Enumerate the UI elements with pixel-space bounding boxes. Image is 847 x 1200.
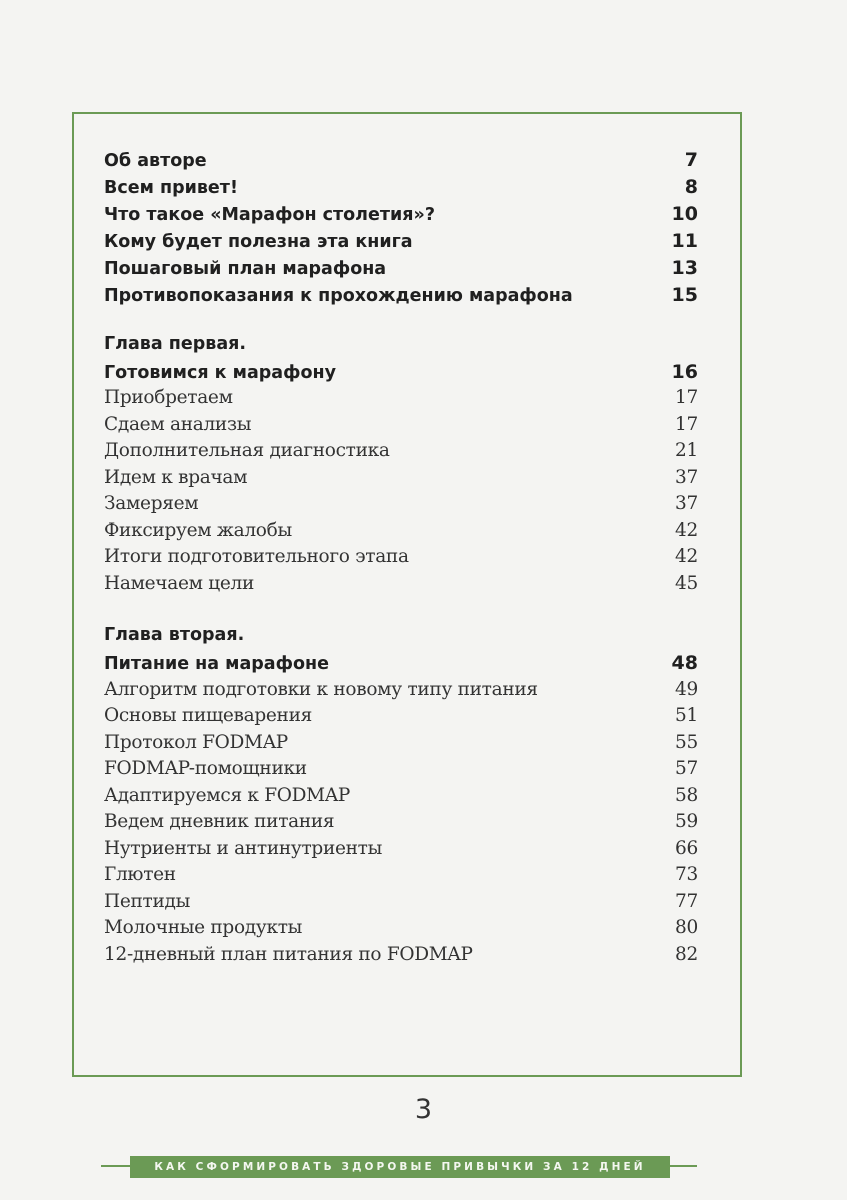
toc-section-title: Замеряем (104, 493, 199, 514)
toc-entry-title: Кому будет полезна эта книга (104, 232, 413, 252)
toc-section-page: 55 (675, 732, 698, 753)
toc-section-title: Основы пищеварения (104, 705, 312, 726)
toc-section-title: Сдаем анализы (104, 414, 252, 435)
toc-entry[interactable] (104, 230, 698, 257)
toc-entry[interactable] (104, 284, 698, 311)
chapter-page: 48 (671, 652, 698, 674)
toc-section[interactable] (104, 758, 698, 785)
toc-section[interactable] (104, 838, 698, 865)
chapter-title: Питание на марафоне (104, 654, 329, 674)
toc-section[interactable] (104, 414, 698, 441)
toc-frame (72, 112, 742, 1077)
chapter-label-text: Глава первая. (104, 334, 247, 354)
toc-section[interactable] (104, 520, 698, 547)
toc-section-title: Фиксируем жалобы (104, 520, 292, 541)
toc-entry-title: Противопоказания к прохождению марафона (104, 286, 573, 306)
toc-section-page: 37 (675, 467, 698, 488)
toc-entry-title: Пошаговый план марафона (104, 259, 387, 279)
toc-entry-page: 13 (671, 257, 698, 279)
chapter-label (104, 334, 698, 361)
table-of-contents (74, 114, 740, 1075)
toc-section-page: 80 (675, 917, 698, 938)
toc-section-page: 82 (675, 944, 698, 965)
toc-section[interactable] (104, 811, 698, 838)
chapter-label-text: Глава вторая. (104, 625, 245, 645)
toc-section-page: 42 (675, 520, 698, 541)
chapter-label (104, 625, 698, 652)
toc-section-page: 58 (675, 785, 698, 806)
toc-section-page: 17 (675, 414, 698, 435)
toc-section-title: Итоги подготовительного этапа (104, 546, 409, 567)
toc-section[interactable] (104, 440, 698, 467)
toc-section-title: Глютен (104, 864, 176, 885)
toc-section[interactable] (104, 705, 698, 732)
toc-section-title: FODMAP-помощники (104, 758, 307, 779)
toc-section-page: 42 (675, 546, 698, 567)
toc-section[interactable] (104, 573, 698, 600)
toc-entry[interactable] (104, 203, 698, 230)
toc-section-title: Намечаем цели (104, 573, 255, 594)
toc-section-page: 21 (675, 440, 698, 461)
toc-section-title: Протокол FODMAP (104, 732, 288, 753)
chapter-heading[interactable] (104, 652, 698, 679)
toc-section-page: 51 (675, 705, 698, 726)
toc-section-title: Молочные продукты (104, 917, 303, 938)
toc-section-page: 45 (675, 573, 698, 594)
toc-entry[interactable] (104, 176, 698, 203)
toc-section[interactable] (104, 917, 698, 944)
toc-entry[interactable] (104, 257, 698, 284)
running-footer: КАК СФОРМИРОВАТЬ ЗДОРОВЫЕ ПРИВЫЧКИ ЗА 12 ДНЕЙ (130, 1156, 670, 1178)
toc-section[interactable] (104, 944, 698, 971)
toc-section-title: Дополнительная диагностика (104, 440, 390, 461)
toc-entry-page: 10 (671, 203, 698, 225)
toc-section-page: 49 (675, 679, 698, 700)
toc-section-title: 12-дневный план питания по FODMAP (104, 944, 473, 965)
toc-section-title: Нутриенты и антинутриенты (104, 838, 383, 859)
page-number: 3 (414, 1094, 433, 1125)
toc-section-page: 59 (675, 811, 698, 832)
toc-entry[interactable] (104, 149, 698, 176)
toc-section[interactable] (104, 864, 698, 891)
chapter-heading[interactable] (104, 361, 698, 388)
toc-entry-page: 15 (671, 284, 698, 306)
toc-section[interactable] (104, 891, 698, 918)
toc-section-page: 66 (675, 838, 698, 859)
toc-section-page: 17 (675, 387, 698, 408)
toc-entry-page: 8 (684, 176, 698, 198)
chapter-title: Готовимся к марафону (104, 363, 336, 383)
toc-entry-title: Всем привет! (104, 178, 238, 198)
toc-section-title: Ведем дневник питания (104, 811, 335, 832)
toc-entry-title: Что такое «Марафон столетия»? (104, 205, 435, 225)
toc-section[interactable] (104, 785, 698, 812)
toc-section-page: 57 (675, 758, 698, 779)
toc-entry-page: 11 (671, 230, 698, 252)
toc-section-title: Алгоритм подготовки к новому типу питания (104, 679, 538, 700)
toc-section[interactable] (104, 493, 698, 520)
toc-section-page: 73 (675, 864, 698, 885)
toc-section-title: Приобретаем (104, 387, 233, 408)
toc-section[interactable] (104, 387, 698, 414)
toc-section[interactable] (104, 546, 698, 573)
toc-section-title: Пептиды (104, 891, 190, 912)
toc-section-title: Адаптируемся к FODMAP (104, 785, 351, 806)
toc-section[interactable] (104, 467, 698, 494)
toc-section[interactable] (104, 732, 698, 759)
toc-section[interactable] (104, 679, 698, 706)
toc-entry-page: 7 (684, 149, 698, 171)
toc-section-page: 77 (675, 891, 698, 912)
chapter-page: 16 (671, 361, 698, 383)
toc-section-page: 37 (675, 493, 698, 514)
toc-section-title: Идем к врачам (104, 467, 248, 488)
toc-entry-title: Об авторе (104, 151, 207, 171)
